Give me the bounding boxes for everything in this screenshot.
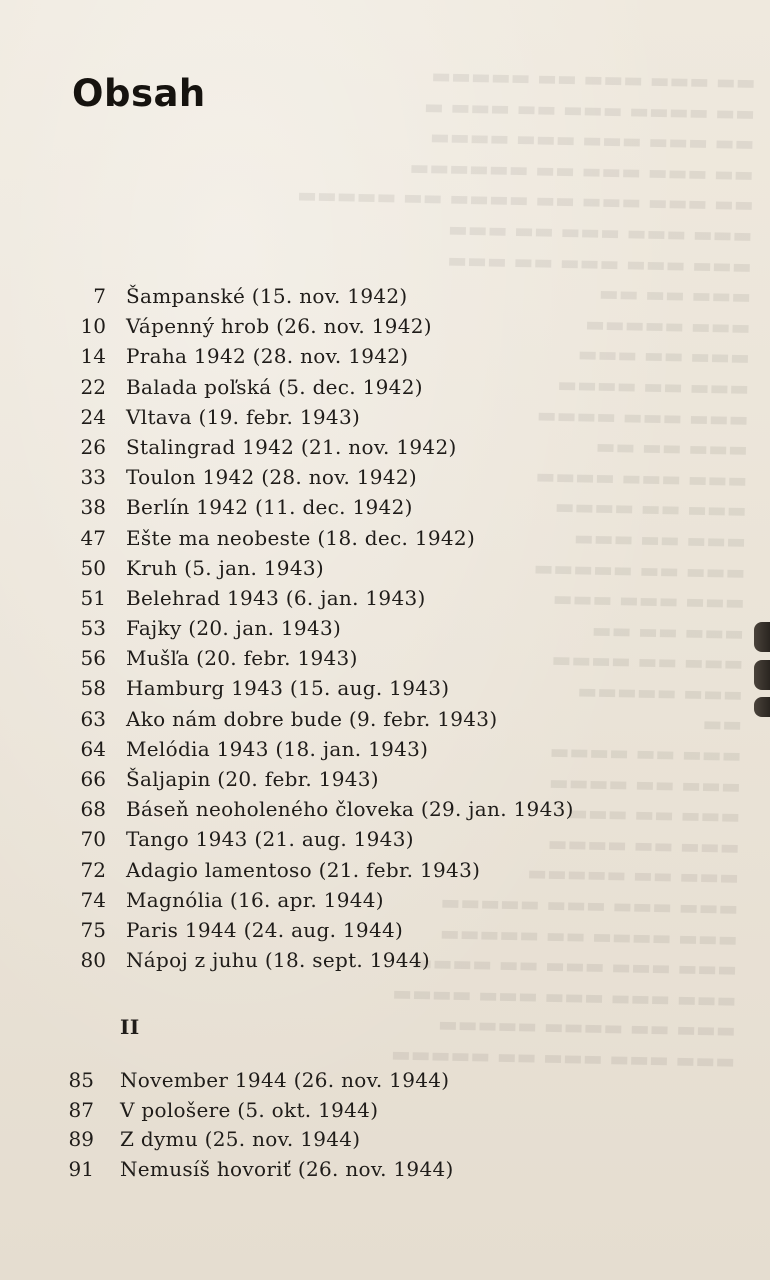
toc-page-number: 50: [80, 555, 106, 580]
toc-page-number: 74: [80, 887, 106, 912]
toc-page-number: 7: [93, 284, 106, 308]
toc-row: [68, 646, 728, 676]
toc-page-number: 80: [80, 948, 106, 973]
toc-row: [68, 284, 728, 314]
thumb-index-tab: [754, 660, 770, 690]
toc-page-number: 63: [80, 706, 106, 731]
toc-entry-title: Šaljapin (20. febr. 1943): [126, 767, 379, 791]
toc-entry-title: Nápoj z juhu (18. sept. 1944): [126, 948, 430, 973]
toc-row: [68, 375, 728, 405]
toc-page-number: 47: [80, 525, 106, 550]
toc-entry-title: Vápenný hrob (26. nov. 1942): [126, 314, 432, 339]
toc-entry-title: Hamburg 1943 (15. aug. 1943): [126, 676, 450, 701]
toc-entry-title: Toulon 1942 (28. nov. 1942): [126, 465, 417, 490]
toc-entry-title: Báseň neoholeného človeka (29. jan. 1943): [126, 797, 574, 822]
toc-entry-title: Praha 1942 (28. nov. 1942): [126, 344, 409, 369]
toc-page-number: 58: [80, 676, 106, 701]
toc-page-number: 89: [68, 1127, 94, 1151]
toc-section-2: [58, 1068, 718, 1186]
toc-page-number: 22: [80, 374, 106, 399]
toc-entry-title: V pološere (5. okt. 1944): [120, 1097, 379, 1122]
toc-entry-title: Magnólia (16. apr. 1944): [126, 887, 384, 912]
toc-row: [58, 1068, 718, 1098]
toc-page-number: 38: [80, 495, 106, 520]
toc-page-number: 75: [80, 917, 106, 942]
toc-page-number: 87: [68, 1097, 94, 1122]
toc-row: [68, 344, 728, 374]
toc-entry-title: Kruh (5. jan. 1943): [126, 555, 324, 580]
toc-page-number: 72: [80, 857, 106, 882]
toc-entry-title: Tango 1943 (21. aug. 1943): [126, 827, 414, 852]
toc-row: [68, 858, 728, 888]
thumb-index-tab: [754, 622, 770, 652]
section-heading: II: [120, 1015, 140, 1039]
toc-row: [68, 405, 728, 435]
toc-entry-title: Belehrad 1943 (6. jan. 1943): [126, 585, 426, 610]
toc-row: [68, 676, 728, 706]
toc-row: [68, 707, 728, 737]
toc-page-number: 53: [80, 616, 106, 641]
toc-row: [68, 556, 728, 586]
toc-entry-title: Melódia 1943 (18. jan. 1943): [126, 736, 429, 761]
toc-page-number: 33: [80, 465, 106, 490]
toc-page-number: 51: [80, 585, 106, 610]
toc-page-number: 56: [80, 646, 106, 671]
toc-page-number: 24: [80, 404, 106, 429]
toc-entry-title: Ako nám dobre bude (9. febr. 1943): [126, 706, 498, 731]
toc-page-number: 91: [68, 1156, 94, 1181]
toc-section-1: [68, 284, 728, 978]
toc-row: [68, 737, 728, 767]
toc-row: [58, 1098, 718, 1128]
toc-page-number: 85: [68, 1068, 94, 1092]
toc-entry-title: Ešte ma neobeste (18. dec. 1942): [126, 525, 476, 550]
page-title: Obsah: [72, 72, 206, 115]
toc-entry-title: Balada poľská (5. dec. 1942): [126, 374, 423, 399]
toc-row: [68, 526, 728, 556]
toc-entry-title: Berlín 1942 (11. dec. 1942): [126, 495, 413, 520]
toc-page-number: 66: [80, 767, 106, 791]
bleed-through-reverse-page: ▬▬▬▬▬ ▬▬ ▬▬▬ ▬▬▬ ▬▬ ▬ ▬▬▬ ▬▬ ▬▬▬ ▬▬▬▬ ▬▬ ▬▬▬▬ ▬▬▬ ▬▬▬ ▬▬▬ ▬▬ ▬▬▬▬▬▬ ▬▬ ▬▬▬ ▬▬▬ ▬▬ ▬▬▬▬▬ ▬▬ ▬▬▬▬ ▬▬ ▬▬▬ ▬▬▬ ▬▬ ▬▬▬ ▬▬ ▬▬▬ ▬▬▬ ▬▬▬ ▬▬▬ ▬▬ ▬▬▬ ▬▬▬ ▬▬▬ ▬▬ ▬▬ ▬▬▬ ▬▬▬▬▬ ▬▬▬ ▬▬▬ ▬▬ ▬▬▬ ▬▬▬▬ ▬▬ ▬▬▬ ▬▬▬▬ ▬▬▬ ▬▬▬ ▬▬ ▬▬ ▬▬▬ ▬▬▬▬ ▬▬▬ ▬▬▬ ▬▬▬▬ ▬▬ ▬▬▬ ▬▬▬ ▬▬ ▬▬▬ ▬▬▬▬▬ ▬▬ ▬▬▬ ▬▬▬ ▬▬▬ ▬▬▬ ▬▬ ▬▬ ▬▬▬ ▬▬▬▬ ▬▬ ▬▬▬ ▬▬▬▬▬ ▬▬▬ ▬▬ ▬▬▬▬ ▬▬ ▬▬▬ ▬▬▬▬ ▬▬ ▬▬▬ ▬▬▬ ▬▬ ▬▬▬ ▬▬▬▬ ▬▬ ▬▬▬ ▬▬▬▬▬ ▬▬ ▬▬▬ ▬▬▬▬▬ ▬▬▬ ▬▬▬ ▬▬▬ ▬▬▬▬▬ ▬▬ ▬▬▬▬ ▬▬▬ ▬▬▬▬ ▬▬ ▬▬▬ ▬▬▬ ▬▬▬ ▬▬▬▬ ▬▬▬ ▬▬▬ ▬▬▬ ▬▬▬ ▬▬▬▬▬ ▬▬▬▬ ▬▬ ▬▬▬ ▬▬▬▬▬ ▬▬ ▬▬▬ ▬▬▬ ▬▬▬: [296, 63, 756, 1074]
toc-row: [68, 888, 728, 918]
toc-row: [68, 435, 728, 465]
toc-page-number: 64: [80, 736, 106, 761]
toc-entry-title: Adagio lamentoso (21. febr. 1943): [126, 857, 481, 882]
toc-page-number: 26: [80, 434, 106, 459]
toc-row: [68, 797, 728, 827]
toc-entry-title: Nemusíš hovoriť (26. nov. 1944): [120, 1156, 454, 1181]
toc-row: [58, 1157, 718, 1187]
toc-page-number: 68: [80, 797, 106, 822]
toc-row: [68, 767, 728, 797]
toc-entry-title: Šampanské (15. nov. 1942): [126, 284, 408, 308]
toc-row: [68, 495, 728, 525]
toc-row: [68, 827, 728, 857]
toc-page-number: 14: [80, 344, 106, 369]
toc-row: [58, 1127, 718, 1157]
toc-entry-title: Fajky (20. jan. 1943): [126, 616, 342, 641]
toc-entry-title: Z dymu (25. nov. 1944): [120, 1127, 361, 1151]
toc-entry-title: Paris 1944 (24. aug. 1944): [126, 917, 404, 942]
toc-entry-title: November 1944 (26. nov. 1944): [120, 1068, 450, 1092]
toc-page-number: 10: [80, 314, 106, 339]
thumb-index-tab: [754, 697, 770, 717]
toc-row: [68, 948, 728, 978]
toc-entry-title: Stalingrad 1942 (21. nov. 1942): [126, 434, 457, 459]
toc-row: [68, 465, 728, 495]
toc-row: [68, 918, 728, 948]
toc-page-number: 70: [80, 827, 106, 852]
toc-row: [68, 586, 728, 616]
toc-entry-title: Mušľa (20. febr. 1943): [126, 646, 358, 671]
toc-row: [68, 314, 728, 344]
toc-entry-title: Vltava (19. febr. 1943): [126, 404, 361, 429]
toc-row: [68, 616, 728, 646]
